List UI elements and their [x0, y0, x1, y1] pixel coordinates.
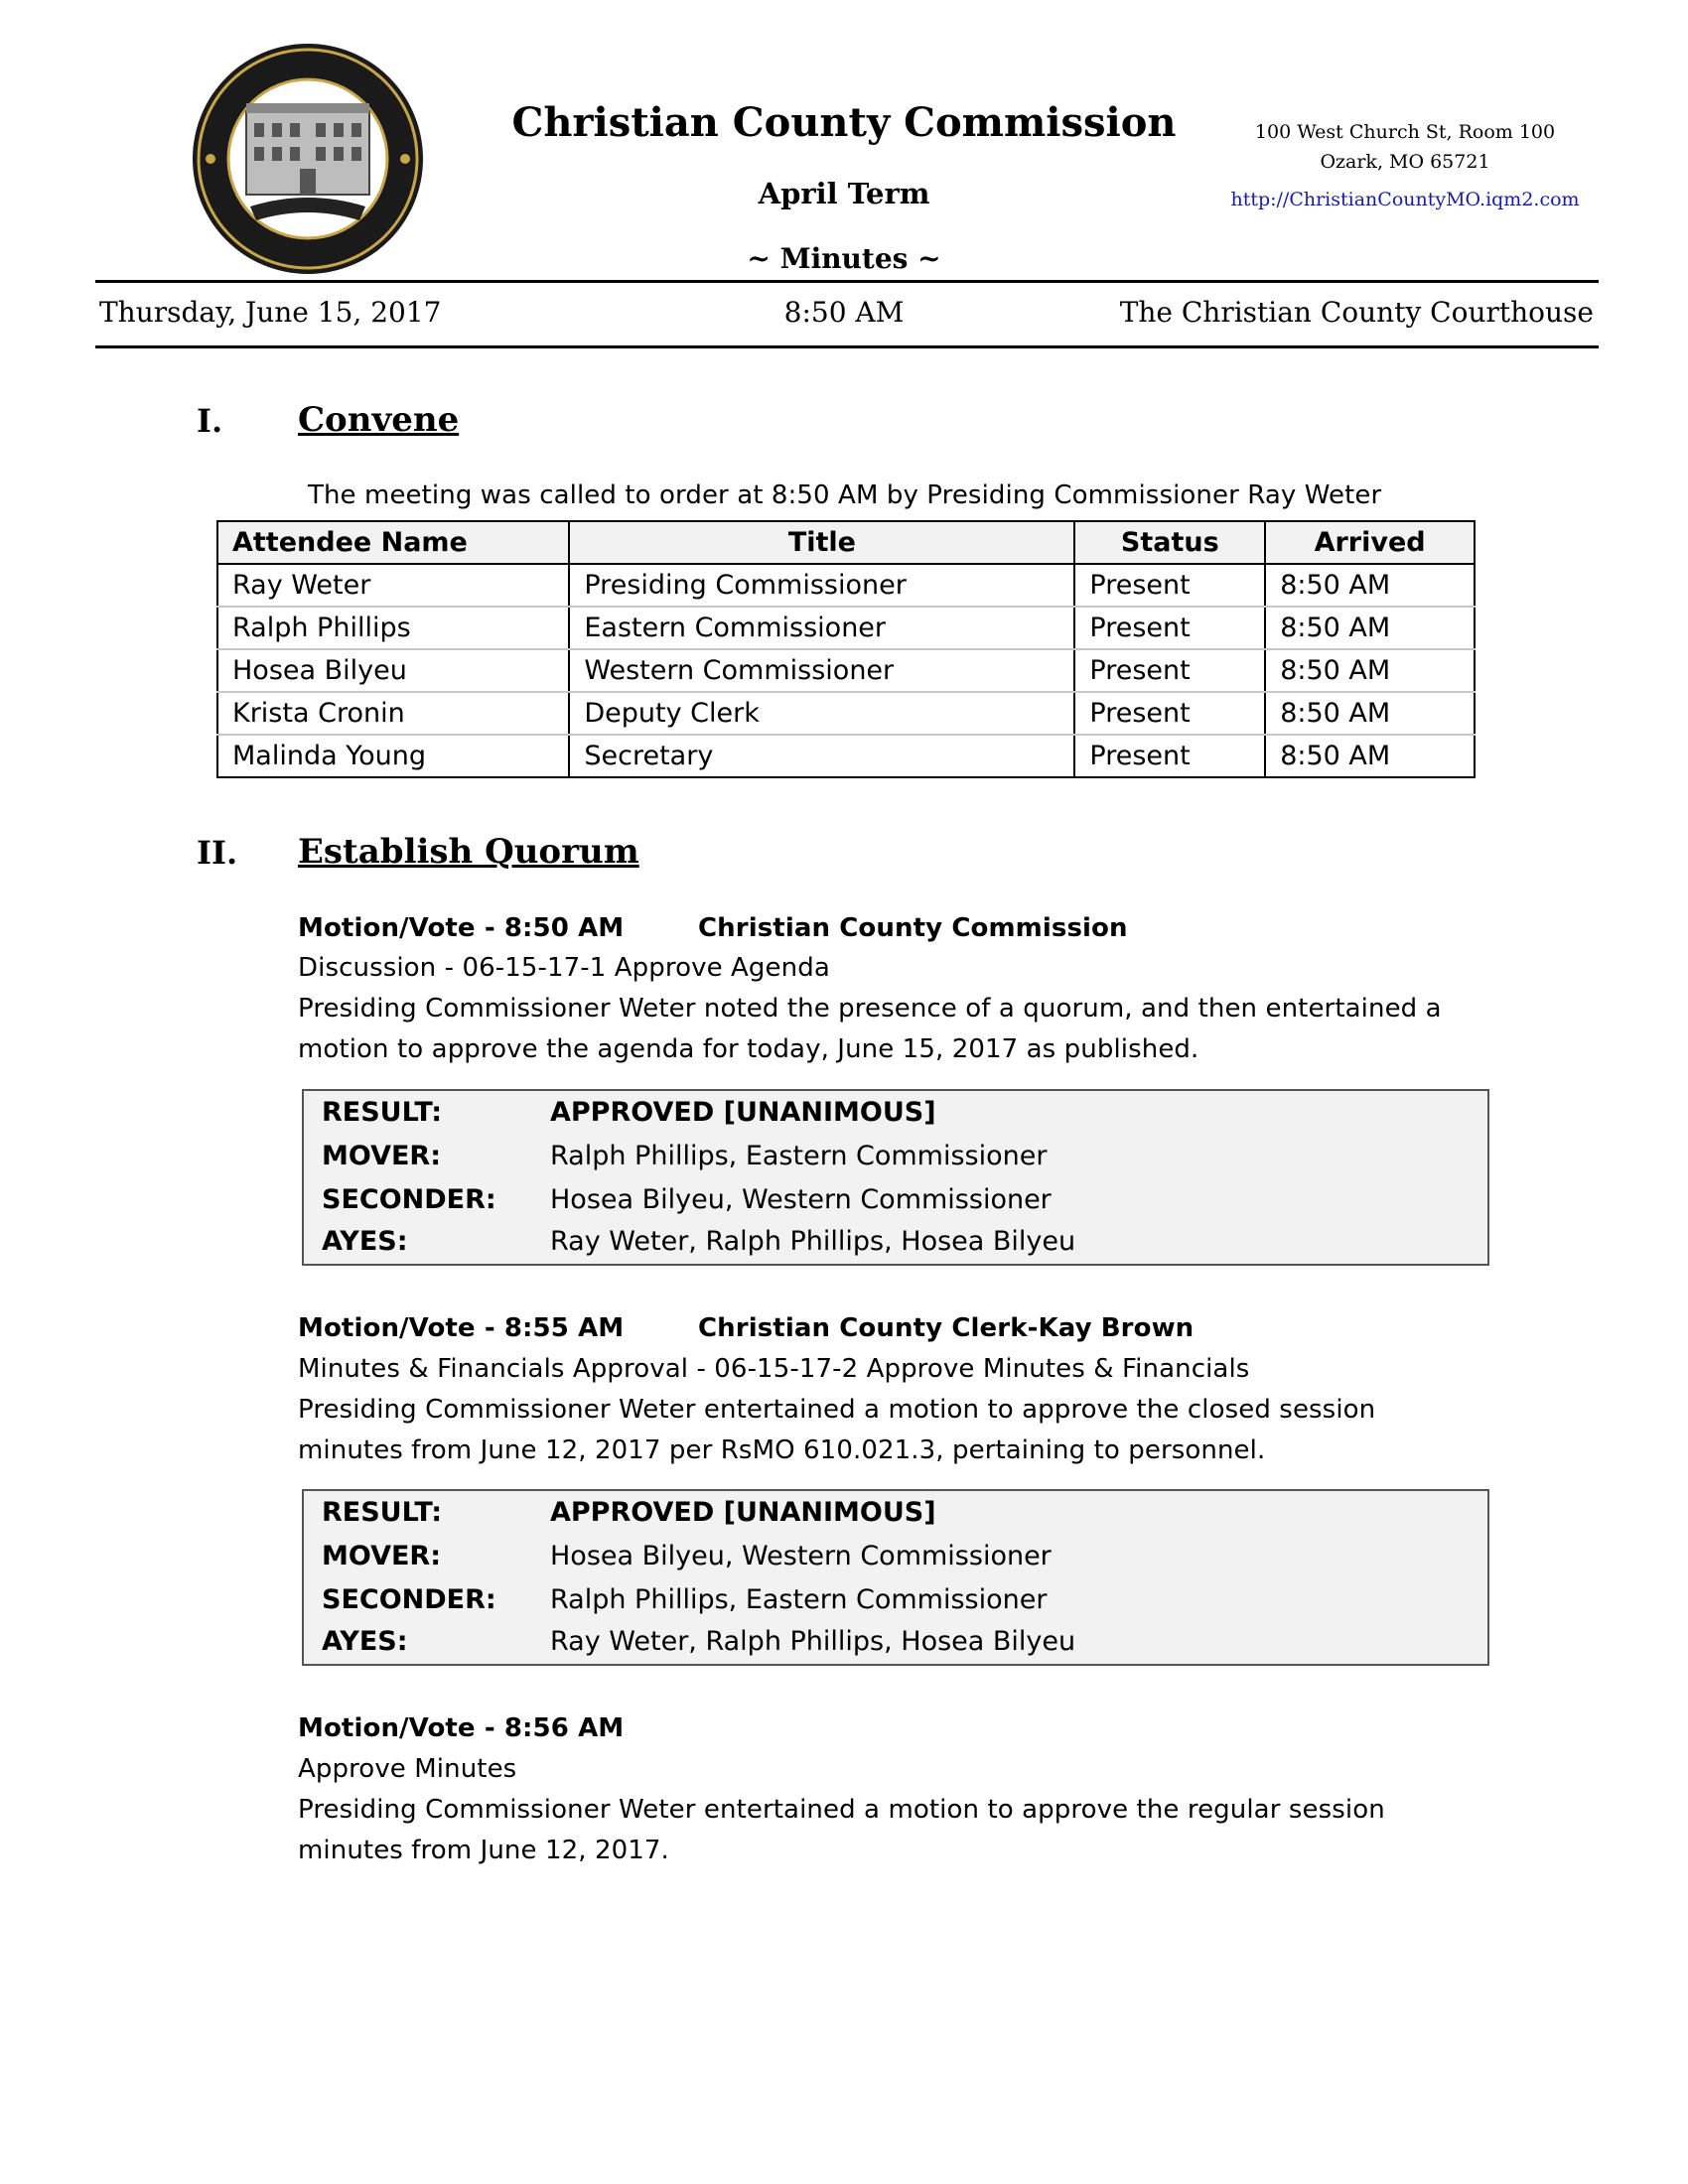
meeting-date: Thursday, June 15, 2017 [99, 296, 442, 329]
county-seal-logo [189, 40, 427, 278]
table-header-row [217, 521, 1475, 564]
term-label: April Term [758, 177, 930, 210]
result-value: APPROVED [UNANIMOUS] [550, 1497, 936, 1528]
motion-text: motion to approve the agenda for today, June 15, 2017 as published. [298, 1034, 1199, 1064]
attendee-arrived: 8:50 AM [1265, 649, 1475, 692]
address-line-1: 100 West Church St, Room 100 [1254, 121, 1556, 143]
seconder-label: SECONDER: [322, 1584, 496, 1615]
attendee-status: Present [1074, 607, 1265, 649]
attendee-table [216, 520, 1476, 778]
attendee-status: Present [1074, 692, 1265, 735]
table-row [217, 607, 1475, 649]
motion-text: Presiding Commissioner Weter entertained a motion to approve the closed session [298, 1395, 1376, 1425]
attendee-status: Present [1074, 649, 1265, 692]
table-row [217, 735, 1475, 777]
attendee-title: Deputy Clerk [569, 692, 1074, 735]
table-row [217, 649, 1475, 692]
attendee-arrived: 8:50 AM [1265, 692, 1475, 735]
motion-heading: Motion/Vote - 8:56 AM [298, 1713, 625, 1743]
attendee-name: Hosea Bilyeu [217, 649, 569, 692]
ayes-value: Ray Weter, Ralph Phillips, Hosea Bilyeu [550, 1626, 1076, 1657]
section-number: I. [197, 402, 223, 440]
attendee-status: Present [1074, 735, 1265, 777]
column-header: Arrived [1265, 521, 1475, 564]
section-title-convene: Convene [298, 400, 460, 440]
motion-text: Presiding Commissioner Weter entertained a motion to approve the regular session [298, 1795, 1385, 1825]
motion-heading: Motion/Vote - 8:50 AM [298, 913, 625, 943]
attendee-title: Secretary [569, 735, 1074, 777]
seconder-label: SECONDER: [322, 1184, 496, 1215]
attendee-arrived: 8:50 AM [1265, 607, 1475, 649]
result-label: RESULT: [322, 1497, 443, 1528]
document-title: Christian County Commission [511, 99, 1177, 146]
meeting-time: 8:50 AM [783, 296, 905, 329]
attendee-status: Present [1074, 564, 1265, 607]
column-header: Status [1074, 521, 1265, 564]
attendee-arrived: 8:50 AM [1265, 735, 1475, 777]
motion-text: minutes from June 12, 2017. [298, 1836, 669, 1865]
meeting-location: The Christian County Courthouse [1119, 296, 1594, 329]
motion-heading: Motion/Vote - 8:55 AM [298, 1313, 625, 1343]
result-value: APPROVED [UNANIMOUS] [550, 1097, 936, 1128]
column-header: Attendee Name [217, 521, 569, 564]
attendee-name: Ralph Phillips [217, 607, 569, 649]
attendee-title: Western Commissioner [569, 649, 1074, 692]
attendee-name: Malinda Young [217, 735, 569, 777]
attendee-name: Ray Weter [217, 564, 569, 607]
motion-subject: Discussion - 06-15-17-1 Approve Agenda [298, 953, 830, 983]
table-row [217, 692, 1475, 735]
seconder-value: Hosea Bilyeu, Western Commissioner [550, 1184, 1052, 1215]
minutes-label: ~ Minutes ~ [747, 242, 941, 275]
result-label: RESULT: [322, 1097, 443, 1128]
motion-subject: Minutes & Financials Approval - 06-15-17-2 Approve Minutes & Financials [298, 1354, 1250, 1384]
ayes-value: Ray Weter, Ralph Phillips, Hosea Bilyeu [550, 1226, 1076, 1257]
section-number: II. [197, 834, 238, 872]
motion-text: minutes from June 12, 2017 per RsMO 610.021.3, pertaining to personnel. [298, 1435, 1266, 1465]
header-rule-bottom [95, 345, 1599, 348]
motion-text: Presiding Commissioner Weter noted the presence of a quorum, and then entertained a [298, 994, 1442, 1024]
mover-value: Hosea Bilyeu, Western Commissioner [550, 1541, 1052, 1571]
column-header: Title [569, 521, 1074, 564]
attendee-name: Krista Cronin [217, 692, 569, 735]
website-link[interactable]: http://ChristianCountyMO.iqm2.com [1230, 189, 1580, 210]
attendee-title: Presiding Commissioner [569, 564, 1074, 607]
header-rule-top [95, 280, 1599, 283]
attendee-title: Eastern Commissioner [569, 607, 1074, 649]
ayes-label: AYES: [322, 1626, 408, 1657]
mover-label: MOVER: [322, 1541, 442, 1571]
motion-body: Christian County Commission [698, 913, 1128, 943]
call-to-order-text: The meeting was called to order at 8:50 AM by Presiding Commissioner Ray Weter [308, 480, 1382, 510]
table-row [217, 564, 1475, 607]
seconder-value: Ralph Phillips, Eastern Commissioner [550, 1584, 1048, 1615]
motion-body: Christian County Clerk-Kay Brown [698, 1313, 1195, 1343]
section-title-quorum: Establish Quorum [298, 832, 639, 872]
result-box [302, 1089, 1489, 1266]
motion-subject: Approve Minutes [298, 1754, 517, 1784]
result-box [302, 1489, 1489, 1666]
mover-value: Ralph Phillips, Eastern Commissioner [550, 1141, 1048, 1171]
attendee-arrived: 8:50 AM [1265, 564, 1475, 607]
mover-label: MOVER: [322, 1141, 442, 1171]
ayes-label: AYES: [322, 1226, 408, 1257]
address-line-2: Ozark, MO 65721 [1320, 151, 1490, 173]
